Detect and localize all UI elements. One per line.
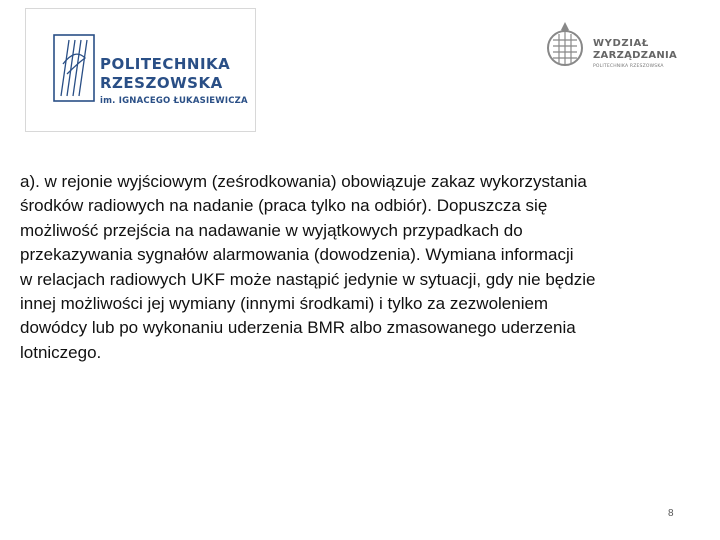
- university-name-line1: POLITECHNIKA: [100, 55, 231, 73]
- faculty-emblem-icon: [545, 18, 591, 72]
- university-emblem-icon: [53, 34, 95, 102]
- page-number: 8: [668, 508, 674, 519]
- university-name-line2: RZESZOWSKA: [100, 74, 223, 92]
- faculty-name-line2: ZARZĄDZANIA: [593, 50, 678, 61]
- body-paragraph: a). w rejonie wyjściowym (ześrodkowania) obowiązuje zakaz wykorzystania środków radiowych na nadanie (praca tylko na odbiór). Dopuszcza się możliwość przejścia na nadawanie w wyjątkowych przypadkach do przekazywania sygnałów alarmowania (dowodzenia). Wymiana informacji w relacjach radiowych UKF może nastąpić jedynie w sytuacji, gdy nie będzie innej możliwości jej wymiany (innymi środkami) i tylko za zezwoleniem dowódcy lub po wykonaniu uderzenia BMR albo zmasowanego uderzenia lotniczego.: [20, 172, 596, 362]
- wydzial-zarzadzania-logo: [545, 18, 685, 72]
- faculty-name-line1: WYDZIAŁ: [593, 38, 649, 49]
- politechnika-rzeszowska-logo: [25, 8, 256, 132]
- university-patron: im. IGNACEGO ŁUKASIEWICZA: [100, 96, 248, 106]
- faculty-university: POLITECHNIKA RZESZOWSKA: [593, 64, 664, 69]
